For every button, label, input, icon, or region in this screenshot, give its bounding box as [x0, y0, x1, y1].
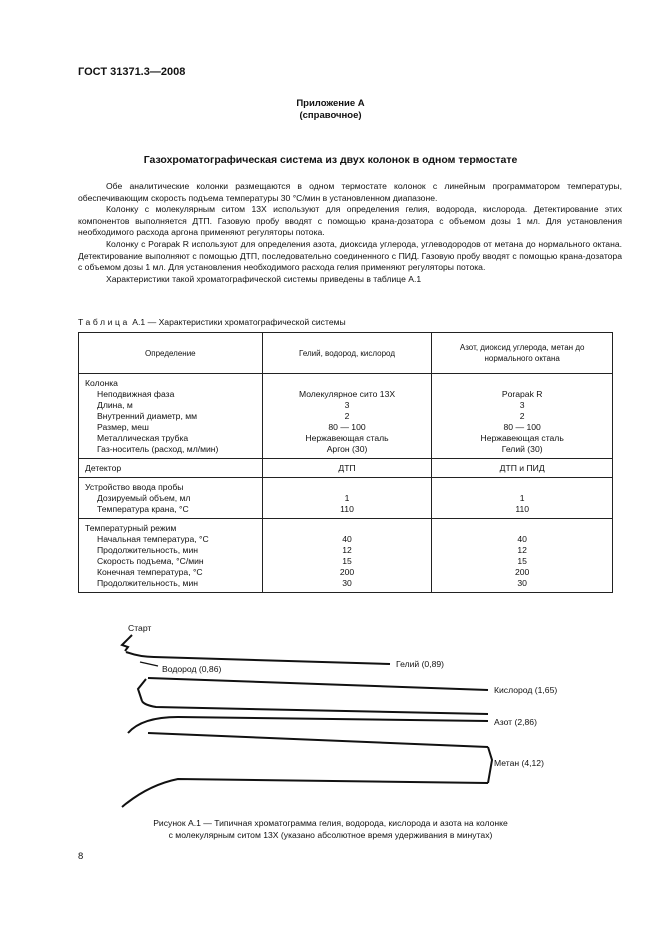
label-methane: Метан (4,12) [494, 758, 544, 768]
characteristics-table [78, 332, 613, 593]
table-caption-word: Таблица [78, 317, 130, 327]
table-caption-text: А.1 — Характеристики хроматографической системы [132, 317, 346, 327]
document-code: ГОСТ 31371.3—2008 [78, 66, 186, 78]
cell-value: 3 [519, 400, 525, 410]
cell-value: 15 [517, 556, 527, 566]
cell-value: 30 [517, 578, 527, 588]
trace-hydrogen [140, 662, 158, 666]
paragraph-2: Колонку с молекулярным ситом 13X используют для определения гелия, водорода, кислорода. Детектирование этих компонентов выполняется ДТП. Газовую пробу вводят с помощью крана-дозатора с объемом дозы 1 мл. Для установления необходимого расхода аргона применяют регуляторы потока. [78, 204, 622, 238]
cell-value: Аргон (30) [326, 444, 368, 454]
trace-oxygen-bottom [142, 701, 488, 714]
row-label: Газ-носитель (расход, мл/мин) [97, 444, 219, 454]
injector-values-col3 [432, 478, 613, 519]
table-group-injector [79, 478, 613, 519]
label-oxygen: Кислород (1,65) [494, 685, 558, 695]
cell-value: 80 — 100 [328, 422, 366, 432]
cell-value: 40 [517, 534, 527, 544]
detector-label: Детектор [79, 459, 263, 478]
label-hydrogen: Водород (0,86) [162, 664, 222, 674]
header-definition: Определение [79, 333, 263, 374]
temperature-values-col2 [262, 519, 432, 593]
row-label: Металлическая трубка [97, 433, 189, 443]
cell-value: 15 [342, 556, 352, 566]
detector-col3: ДТП и ПИД [432, 459, 613, 478]
annex-type: (справочное) [299, 110, 362, 121]
row-label: Продолжительность, мин [97, 545, 199, 555]
cell-value: 2 [519, 411, 525, 421]
table-group-temperature [79, 519, 613, 593]
body-text [78, 181, 622, 285]
trace-start [122, 635, 132, 651]
figure-caption [0, 817, 661, 841]
trace-oxygen-top [148, 678, 488, 690]
cell-value: 200 [339, 567, 355, 577]
cell-value: 1 [344, 493, 350, 503]
table-header-row [79, 333, 613, 374]
chromatogram-figure [118, 615, 563, 810]
row-label: Внутренний диаметр, мм [97, 411, 198, 421]
label-helium: Гелий (0,89) [396, 659, 445, 669]
figure-caption-line-1: Рисунок А.1 — Типичная хроматограмма гелия, водорода, кислорода и азота на колонке [153, 818, 508, 828]
column-values-col3 [432, 374, 613, 459]
paragraph-1: Обе аналитические колонки размещаются в одном термостате колонок с линейным программатором температуры, обеспечивающим скорость подъема температуры 30 °С/мин в установленном диапазоне. [78, 181, 622, 203]
temperature-values-col3 [432, 519, 613, 593]
cell-value: 12 [342, 545, 352, 555]
row-label: Температура крана, °С [97, 504, 189, 514]
label-start: Старт [128, 623, 152, 633]
injector-group-title: Устройство ввода пробы [85, 482, 184, 492]
cell-value: Нержавеющая сталь [305, 433, 389, 443]
row-label: Длина, м [97, 400, 133, 410]
trace-nitrogen [128, 717, 488, 733]
row-label: Размер, меш [97, 422, 149, 432]
header-n2-co2-hc: Азот, диоксид углерода, метан до нормального октана [432, 333, 613, 374]
detector-col2: ДТП [262, 459, 432, 478]
cell-value: 40 [342, 534, 352, 544]
cell-value: 80 — 100 [503, 422, 541, 432]
cell-value: 1 [519, 493, 525, 503]
temperature-params [79, 519, 263, 593]
cell-value: 30 [342, 578, 352, 588]
cell-value: Нержавеющая сталь [480, 433, 564, 443]
cell-value: 110 [515, 504, 530, 514]
cell-value: 200 [514, 567, 530, 577]
trace-methane-top [148, 733, 488, 747]
row-label: Неподвижная фаза [97, 389, 175, 399]
cell-value: 12 [517, 545, 527, 555]
paragraph-4: Характеристики такой хроматографической системы приведены в таблице А.1 [106, 273, 422, 284]
cell-value: Porapak R [501, 389, 543, 399]
trace-methane-peak [488, 747, 492, 783]
paragraph-3: Колонку с Porapak R используют для определения азота, диоксида углерода, углеводородов от метана до нормального октана. Детектирование выполняют с помощью ДТП, последовательно соединенного с ПИД. Газовую пробу вводят с помощью крана-дозатора с объемом дозы 1 мл. Для установления необходимого расхода гелия применяют регуляторы потока. [78, 238, 622, 273]
column-group-title: Колонка [85, 378, 118, 388]
cell-value: Гелий (30) [501, 444, 543, 454]
trace-oxygen-peak [138, 679, 146, 701]
column-values-col2 [262, 374, 432, 459]
cell-value: 2 [344, 411, 350, 421]
injector-values-col2 [262, 478, 432, 519]
table-group-detector [79, 459, 613, 478]
table-group-column [79, 374, 613, 459]
trace-methane-bottom [122, 779, 488, 807]
label-nitrogen: Азот (2,86) [494, 717, 537, 727]
row-label: Конечная температура, °С [97, 567, 203, 577]
section-title: Газохроматографическая система из двух колонок в одном термостате [143, 154, 518, 166]
cell-value: Молекулярное сито 13Х [298, 389, 396, 399]
column-params [79, 374, 263, 459]
cell-value: 3 [344, 400, 350, 410]
injector-params [79, 478, 263, 519]
temperature-group-title: Температурный режим [85, 523, 177, 533]
page-number: 8 [78, 851, 84, 862]
row-label: Продолжительность, мин [97, 578, 199, 588]
row-label: Дозируемый объем, мл [97, 493, 191, 503]
figure-caption-line-2: с молекулярным ситом 13Х (указано абсолютное время удерживания в минутах) [168, 830, 493, 840]
row-label: Начальная температура, °С [97, 534, 209, 544]
cell-value: 110 [340, 504, 354, 514]
row-label: Скорость подъема, °С/мин [97, 556, 204, 566]
annex-title: Приложение А [296, 98, 365, 109]
table-caption [78, 317, 346, 327]
header-he-h2-o2: Гелий, водород, кислород [262, 333, 432, 374]
trace-helium [126, 652, 390, 664]
